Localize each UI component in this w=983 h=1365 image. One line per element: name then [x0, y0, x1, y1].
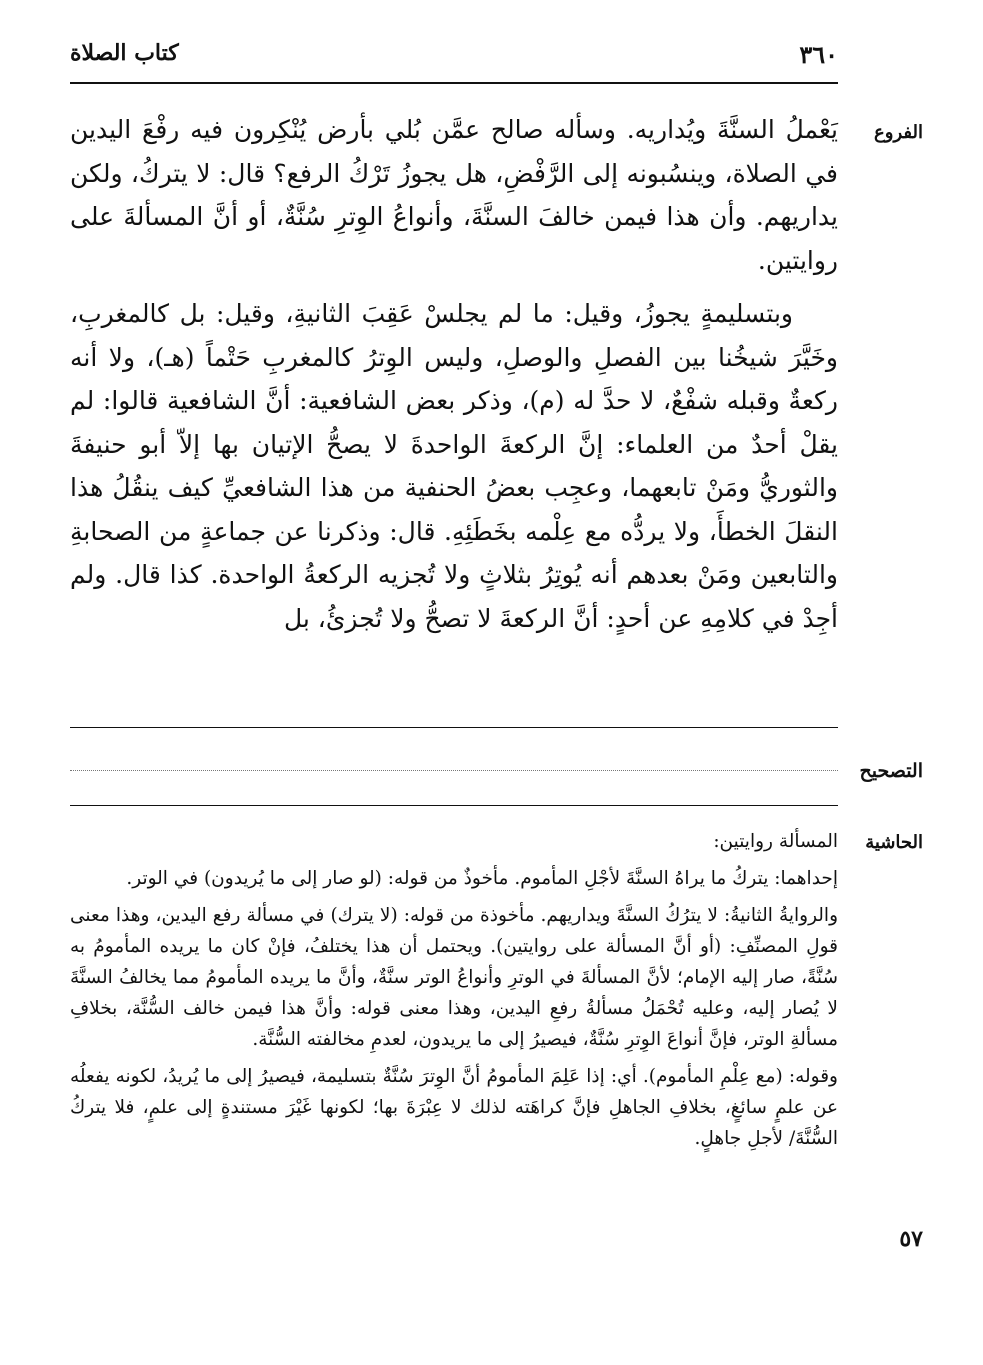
main-paragraph: وبتسليمةٍ يجوزُ، وقيل: ما لم يجلسْ عَقِبَ الثانيةِ، وقيل: بل كالمغربِ، وخَيَّرَ شيخُنا بين الفصلِ والوصلِ، وليس الوِترُ كالمغربِ حَتْماً (هـ)، ولا أنه ركعةٌ وقبله شفْعٌ، لا حدَّ له (م)، وذكر بعض الشافعية: أنَّ الشافعية قالوا: لم يقلْ أحدٌ من العلماء: إنَّ الركعةَ الواحدةَ لا يصحُّ الإتيان بها إلاّ أبو حنيفةَ والثوريُّ ومَنْ تابعهما، وعجِب بعضُ الحنفية من هذا الشافعيِّ كيف ينقُلُ هذا النقلَ الخطأَ، ولا يردُّه مع عِلْمه بخَطَئِهِ. قال: وذكرنا عن جماعةٍ من الصحابةِ والتابعين ومَنْ بعدهم أنه يُوتِرُ بثلاثٍ ولا تُجزيه الركعةُ الواحدة. كذا قال. ولم أجِدْ في كلامِهِ عن أحدٍ: أنَّ الركعةَ لا تصحُّ ولا تُجزئُ، بل: [70, 299, 838, 633]
page-header: [70, 40, 838, 80]
hashiya-paragraph: وقوله: (مع عِلْمِ المأموم). أي: إذا عَلِمَ المأمومُ أنَّ الوِترَ سُنَّةٌ بتسليمة، فيصيرُ إلى ما يُريدُ، لكونه يفعلُه عن علمٍ سائغٍ، بخلافِ الجاهلِ فإنَّ كراهَته لذلك لا عِبْرَةَ بها؛ لكونها غَيْرَ مستندةٍ إلى علمٍ، فلا يتركُ السُّنَّةَ/ لأجلِ جاهلٍ.: [70, 1066, 838, 1149]
note-number: ٥٧: [899, 1226, 923, 1252]
hashiya-paragraph: المسألة روايتين:: [713, 831, 838, 852]
side-label-tashih: التصحيح: [859, 760, 923, 782]
side-label-furu: الفروع: [874, 122, 923, 143]
hashiya-text: [70, 826, 838, 1154]
page-number: ٣٦٠: [799, 40, 838, 69]
hashiya-paragraph: إحداهما: يتركُ ما يراهُ السنَّةَ لأجْلِ المأموم. مأخوذٌ من قوله: (لو صار إلى ما يُريدون) في الوتر.: [126, 868, 838, 889]
hashiya-paragraph: والروايةُ الثانيةُ: لا يترُكُ السنَّةَ ويداريهم. مأخوذة من قوله: (لا يترك) في مسألة رفع اليدين، وهذا معنى قولِ المصنِّفِ: (أو أنَّ المسألة على روايتين). ويحتمل أن هذا يختلفُ، فإنْ كان ما يريده المأمومُ به سُنَّةً، صار إليه الإمام؛ لأنَّ المسألةَ في الوترِ وأنواعُ الوتر سنَّةٌ، وأنَّ ما يريده المأمومُ مما يخالفُ السنَّةَ لا يُصار إليه، وعليه تُحْمَلُ مسألةُ رفعِ اليدين، وهذا معنى قوله: وأنَّ هذا فيمن خالف السُّنَّة، بخلافِ مسألةِ الوتر، فإنَّ أنواعَ الوِترِ سُنَّةٌ، فيصيرُ إلى ما يريدون، لعدمِ مخالفته السُّنَّة.: [70, 905, 838, 1050]
side-label-hashiya: الحاشية: [865, 832, 923, 853]
main-paragraph: يَعْملُ السنَّةَ ويُداريه. وسأله صالح عمَّن بُلي بأرض يُنْكِرون فيه رفْعَ اليدين في الصلاة، وينسُبونه إلى الرَّفْضِ، هل يجوزُ تَرْكُ الرفع؟ قال: لا يتركُ، ولكن يداريهم. وأن هذا فيمن خالفَ السنَّةَ، وأنواعُ الوِترِ سُنَّةٌ، أو أنَّ المسألةَ على روايتين.: [70, 115, 838, 275]
main-text: [70, 108, 838, 640]
section-divider: [70, 805, 838, 806]
correction-dotted-line: [70, 770, 838, 771]
header-divider: [70, 82, 838, 84]
section-divider: [70, 727, 838, 728]
book-title: كتاب الصلاة: [70, 40, 179, 66]
